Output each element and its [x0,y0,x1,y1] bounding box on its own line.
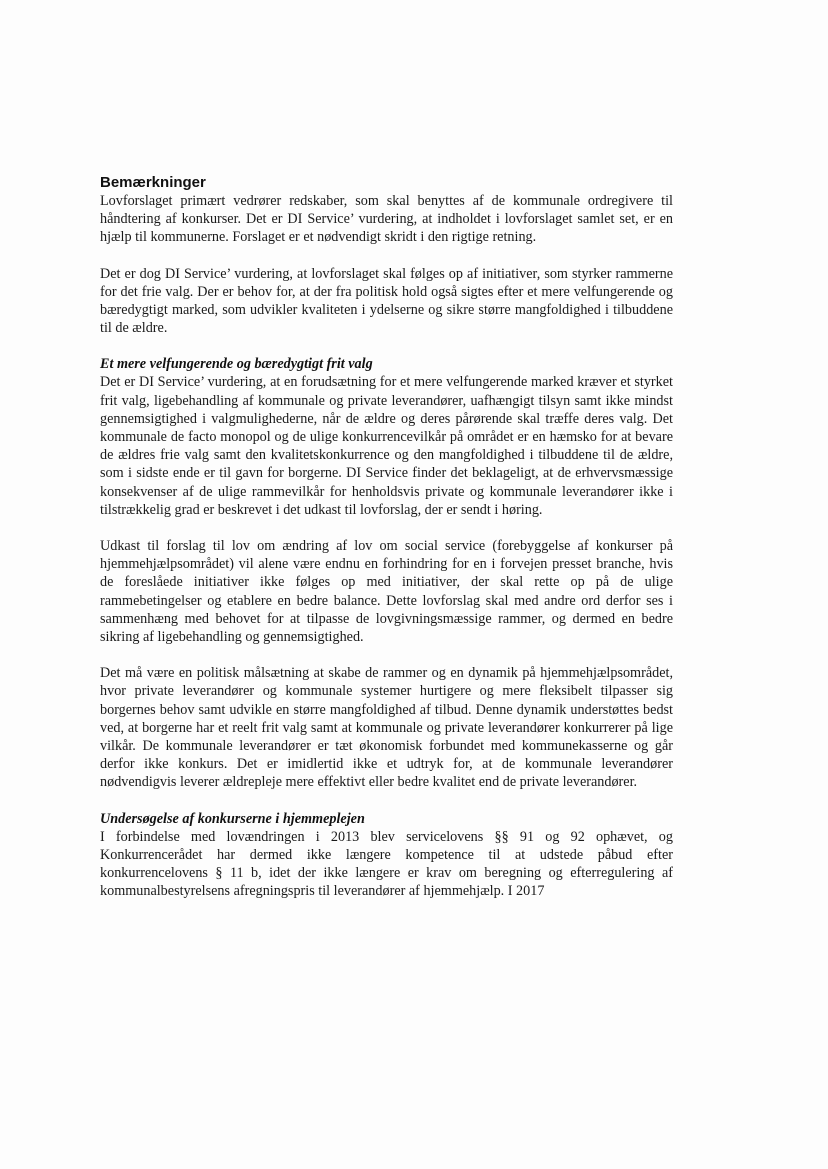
paragraph: Det er DI Service’ vurdering, at en forudsætning for et mere velfungerende marked kræver et styrket frit valg, ligebehandling af kommunale og private leverandører, uafhængigt tilsyn samt ikke mindst gennemsigtighed i valgmulighederne, når de ældre og deres pårørende skal træffe deres valg. Det kommunale de facto monopol og de ulige konkurrencevilkår på området er en hæmsko for at bevare de ældres frie valg samt den kvalitetskonkurrence og den mangfoldighed i tilbuddene til de ældre, som i sidste ende er til gavn for borgerne. DI Service finder det beklageligt, at de erhvervsmæssige konsekvenser af de ulige rammevilkår for henholdsvis private og kommunale leverandører ikke i tilstrækkelig grad er beskrevet i det udkast til lovforslag, der er sendt i høring. [100,374,673,518]
paragraph: Det er dog DI Service’ vurdering, at lovforslaget skal følges op af initiativer, som styrker rammerne for det frie valg. Der er behov for, at der fra politisk hold også sigtes efter et mere velfungerende og bæredygtigt marked, som udvikler kvaliteten i ydelserne og sikre større mangfoldighed i tilbuddene til de ældre. [100,265,673,337]
section-title-frit-valg: Et mere velfungerende og bæredygtigt frit valg [100,356,373,373]
paragraph: Lovforslaget primært vedrører redskaber, som skal benyttes af de kommunale ordregivere til håndtering af konkurser. Det er DI Service’ vurdering, at indholdet i lovforslaget samlet set, er en hjælp til kommunerne. Forslaget er et nødvendigt skridt i den rigtige retning. [100,193,673,246]
paragraph: Udkast til forslag til lov om ændring af lov om social service (forebyggelse af konkurser på hjemmehjælpsområdet) vil alene være endnu en forhindring for en i forvejen presset branche, hvis de foreslåede initiativer ikke følges op med initiativer, der skal rette op på de ulige rammebetingelser og etablere en bedre balance. Dette lovforslag skal med andre ord derfor ses i sammenhæng med behovet for at tilpasse de lovgivningsmæssige rammer, og dermed en bedre sikring af ligebehandling og gennemsigtighed. [100,538,673,646]
section-heading-bemaerkninger: Bemærkninger [100,174,206,191]
paragraph: I forbindelse med lovændringen i 2013 blev servicelovens §§ 91 og 92 ophævet, og Konkurrencerådet har dermed ikke længere kompetence til at udstede påbud efter konkurrencelovens § 11 b, idet der ikke længere er krav om beregning og efterregulering af kommunalbestyrelsens afregningspris til leverandører af hjemmehjælp. I 2017 [100,828,673,900]
paragraph: Det må være en politisk målsætning at skabe de rammer og en dynamik på hjemmehjælpsområdet, hvor private leverandører og kommunale systemer hurtigere og mere fleksibelt tilpasser sig borgernes behov samt udvikle en større mangfoldighed af tilbud. Denne dynamik understøttes bedst ved, at borgerne har et reelt frit valg samt at kommunale og private leverandører konkurrerer på lige vilkår. De kommunale leverandører er tæt økonomisk forbundet med kommunekasserne og går derfor ikke konkurs. Det er imidlertid ikke et udtryk for, at de kommunale leverandører nødvendigvis leverer ældrepleje mere effektivt eller bedre kvalitet end de private leverandører. [100,665,673,791]
document-body [100,173,673,901]
section-title-konkurser: Undersøgelse af konkurserne i hjemmeplejen [100,810,365,827]
